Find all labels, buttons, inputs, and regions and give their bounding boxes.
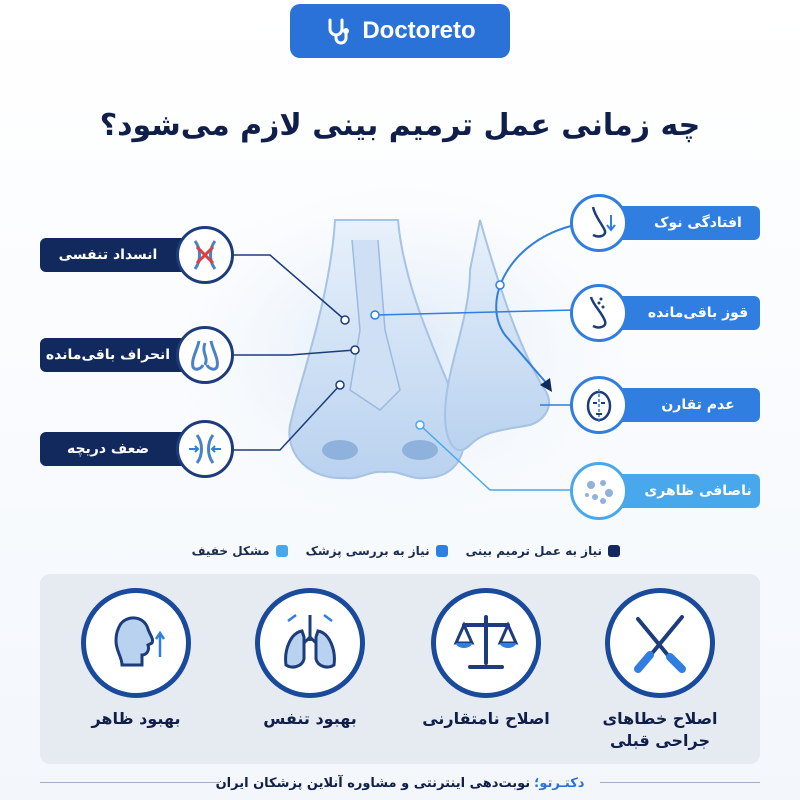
deviated-septum-icon xyxy=(176,326,234,384)
face-profile-icon xyxy=(81,588,191,698)
stethoscope-icon xyxy=(324,16,354,46)
issue-label: افتادگی نوک xyxy=(654,215,742,231)
legend-swatch xyxy=(436,545,448,557)
lungs-icon xyxy=(255,588,365,698)
legend-label: نیاز به بررسی پزشک xyxy=(305,544,430,558)
benefit-label: اصلاح خطاهای جراحی قبلی xyxy=(602,709,718,750)
issue-label: ضعف دریچه xyxy=(66,441,150,457)
issue-label: انحراف باقی‌مانده xyxy=(45,347,171,363)
brand-logo xyxy=(290,4,510,58)
page-title: چه زمانی عمل ترمیم بینی لازم می‌شود؟ xyxy=(99,108,701,143)
issue-label: انسداد تنفسی xyxy=(58,247,158,263)
benefits-panel xyxy=(40,574,760,764)
residual-hump-icon xyxy=(570,284,628,342)
drooping-tip-icon xyxy=(570,194,628,252)
issue-label: ناصافی ظاهری xyxy=(644,483,752,499)
legend-item xyxy=(466,544,620,558)
issue-label: قوز باقی‌مانده xyxy=(647,305,749,321)
benefit-label: اصلاح نامتقارنی xyxy=(422,709,550,728)
benefit-card xyxy=(580,588,740,752)
legend-item xyxy=(306,544,448,558)
weak-valve-icon xyxy=(176,420,234,478)
benefit-label: بهبود تنفس xyxy=(263,709,357,728)
benefit-card xyxy=(230,588,390,730)
footer-brand: دکتـرتو؛ xyxy=(534,775,585,791)
benefit-card xyxy=(406,588,566,730)
legend-item xyxy=(192,544,288,558)
asymmetry-face-icon xyxy=(570,376,628,434)
footer-text: نوبت‌دهی اینترنتی و مشاوره آنلاین پزشکان ایران xyxy=(215,775,531,791)
legend-label: نیاز به عمل ترمیم بینی xyxy=(465,544,602,558)
balance-scale-icon xyxy=(431,588,541,698)
legend-label: مشکل خفیف xyxy=(191,544,270,558)
surface-irregularity-icon xyxy=(570,462,628,520)
blocked-airway-icon xyxy=(176,226,234,284)
legend-swatch xyxy=(608,545,620,557)
issue-label: عدم تقارن xyxy=(661,397,735,413)
brand-name: Doctoreto xyxy=(362,17,476,44)
footer xyxy=(0,766,800,800)
benefit-label: بهبود ظاهر xyxy=(91,709,181,728)
scalpel-cross-icon xyxy=(605,588,715,698)
benefit-card xyxy=(56,588,216,730)
legend-swatch xyxy=(276,545,288,557)
legend xyxy=(190,540,620,562)
